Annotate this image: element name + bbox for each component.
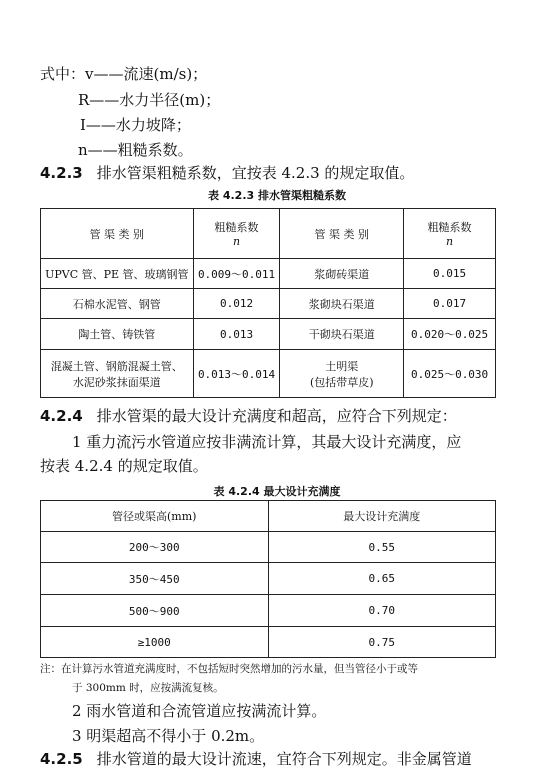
- roughness-table: [40, 208, 496, 398]
- table-note-line-2: 于 300mm 时，应按满流复核。: [72, 682, 224, 694]
- table-header-row: [41, 501, 496, 532]
- table-4-2-4-caption: 表 4.2.4 最大设计充满度: [213, 485, 341, 498]
- cell-coef: 0.017: [404, 289, 496, 319]
- formula-var-n: n——粗糙系数。: [78, 141, 193, 159]
- cell-type: 石棉水泥管、钢管: [41, 289, 194, 319]
- formula-var-R: R——水力半径(m)；: [78, 91, 221, 109]
- table-row: [41, 319, 496, 350]
- table-row: [41, 532, 496, 563]
- cell-coef: 0.020～0.025: [404, 319, 496, 350]
- cell-fullness: 0.55: [268, 532, 496, 563]
- formula-var-I: I——水力坡降；: [80, 116, 191, 134]
- cell-coef: 0.012: [193, 289, 280, 319]
- cell-fullness: 0.65: [268, 563, 496, 595]
- table-header-row: [41, 209, 496, 259]
- header-type-2: 管 渠 类 别: [280, 209, 404, 259]
- table-row: [41, 595, 496, 627]
- section-number: 4.2.4: [40, 407, 83, 425]
- cell-diameter: 350～450: [41, 563, 269, 595]
- item-1-line-1: 1 重力流污水管道应按非满流计算，其最大设计充满度，应: [72, 433, 462, 451]
- item-3: 3 明渠超高不得小于 0.2m。: [72, 727, 265, 745]
- header-coef-2: 粗糙系数 n: [404, 209, 496, 259]
- header-type: 管 渠 类 别: [41, 209, 194, 259]
- item-2: 2 雨水管道和合流管道应按满流计算。: [72, 702, 327, 720]
- cell-diameter: 200～300: [41, 532, 269, 563]
- table-4-2-3-caption: 表 4.2.3 排水管渠粗糙系数: [208, 189, 346, 202]
- section-text: 排水管渠粗糙系数，宜按表 4.2.3 的规定取值。: [96, 164, 415, 182]
- formula-intro: 式中：: [40, 65, 86, 83]
- cell-coef: 0.015: [404, 259, 496, 289]
- section-number: 4.2.5: [40, 750, 83, 768]
- table-note-line-1: 注：在计算污水管道充满度时，不包括短时突然增加的污水量，但当管径小于或等: [40, 663, 418, 675]
- header-coef: 粗糙系数 n: [193, 209, 280, 259]
- cell-diameter: ≥1000: [41, 627, 269, 658]
- item-1-line-2: 按表 4.2.4 的规定取值。: [40, 457, 208, 475]
- section-text: 排水管渠的最大设计充满度和超高，应符合下列规定：: [96, 407, 457, 425]
- cell-type: 土明渠 (包括带草皮): [280, 350, 404, 398]
- cell-coef: 0.013～0.014: [193, 350, 280, 398]
- table-row: [41, 350, 496, 398]
- section-4-2-3: [40, 163, 414, 183]
- cell-type: 陶土管、铸铁管: [41, 319, 194, 350]
- formula-var-v: [40, 64, 207, 84]
- cell-coef: 0.009～0.011: [193, 259, 280, 289]
- cell-fullness: 0.75: [268, 627, 496, 658]
- cell-type: 浆砌块石渠道: [280, 289, 404, 319]
- table-row: [41, 289, 496, 319]
- cell-type: 干砌块石渠道: [280, 319, 404, 350]
- cell-diameter: 500～900: [41, 595, 269, 627]
- section-text: 排水管道的最大设计流速，宜符合下列规定。非金属管道: [96, 750, 472, 768]
- fullness-table: [40, 500, 496, 658]
- header-diameter: 管径或渠高(mm): [41, 501, 269, 532]
- table-row: [41, 259, 496, 289]
- section-4-2-4: [40, 406, 457, 426]
- table-row: [41, 627, 496, 658]
- cell-type: 混凝土管、钢筋混凝土管、 水泥砂浆抹面渠道: [41, 350, 194, 398]
- header-fullness: 最大设计充满度: [268, 501, 496, 532]
- cell-coef: 0.013: [193, 319, 280, 350]
- cell-type: 浆砌砖渠道: [280, 259, 404, 289]
- section-number: 4.2.3: [40, 164, 83, 182]
- table-row: [41, 563, 496, 595]
- cell-fullness: 0.70: [268, 595, 496, 627]
- section-4-2-5: [40, 749, 472, 769]
- cell-type: UPVC 管、PE 管、玻璃钢管: [41, 259, 194, 289]
- var-v-definition: v——流速(m/s)；: [85, 65, 208, 83]
- cell-coef: 0.025～0.030: [404, 350, 496, 398]
